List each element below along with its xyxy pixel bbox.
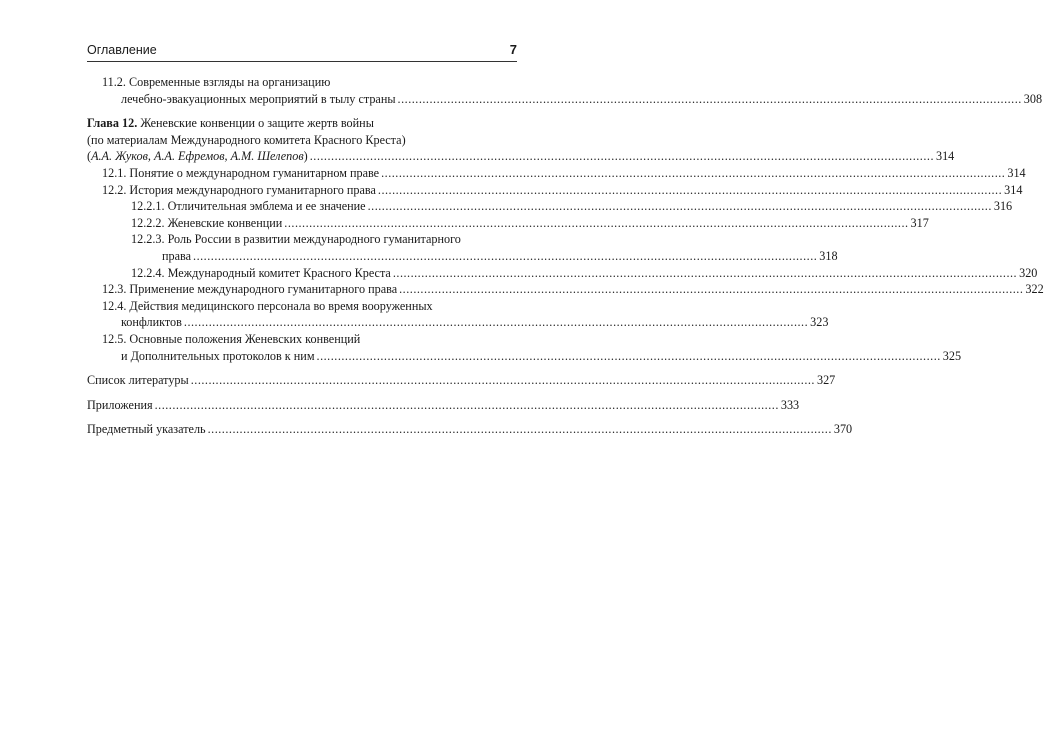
toc-entry-12-2-3[interactable]: [87, 231, 838, 264]
toc-entry-text: 12.2.3. Роль России в развитии международного гуманитарного: [131, 232, 461, 247]
toc-entry-text: 12.4. Действия медицинского персонала во время вооруженных: [102, 298, 433, 313]
toc-entry-12-2[interactable]: [87, 182, 1023, 199]
leader-dots: [155, 397, 779, 414]
chapter-subtitle: (по материалам Международного комитета Красного Креста): [87, 132, 406, 147]
toc-entry-text: 12.1. Понятие о международном гуманитарном праве: [102, 165, 380, 180]
leader-dots: [393, 265, 1017, 282]
leader-dots: [381, 165, 1005, 182]
toc-entry-chapter-12[interactable]: Глава 12. Женевские конвенции о защите жертв войны (по материалам Международного комитета Красного Креста) (А.А. Жуков, А.А. Ефремов, А.М. Шелепов) ..... 314: [87, 115, 517, 165]
table-of-contents: [87, 74, 1044, 438]
page-number: 7: [509, 42, 517, 57]
leader-dots: [368, 198, 992, 215]
toc-entry-12-5[interactable]: [87, 331, 962, 364]
toc-entry-text: 12.3. Применение международного гуманитарного права: [102, 282, 398, 297]
chapter-title: Женевские конвенции о защите жертв войны: [137, 116, 374, 131]
toc-entry-12-2-1[interactable]: [87, 198, 1013, 215]
leader-dots: [193, 248, 817, 265]
toc-entry-text: лечебно-эвакуационных мероприятий в тылу страны: [121, 91, 396, 106]
leader-dots: [317, 348, 941, 365]
leader-dots: [378, 182, 1002, 199]
toc-page-number: 318: [819, 248, 838, 263]
leader-dots: [191, 372, 815, 389]
toc-entry-appendices[interactable]: [87, 397, 800, 414]
toc-entry-text: 12.2.1. Отличительная эмблема и ее значение: [131, 199, 366, 214]
toc-entry-text: Предметный указатель: [87, 422, 206, 437]
toc-page-number: 314: [1007, 165, 1026, 180]
toc-entry-subject-index[interactable]: [87, 421, 853, 438]
leader-dots: [399, 281, 1023, 298]
toc-entry-text: 12.2. История международного гуманитарного права: [102, 182, 376, 197]
leader-dots: [284, 215, 908, 232]
toc-page-number: 333: [780, 397, 800, 412]
toc-page-number: 327: [816, 373, 836, 388]
chapter-label: Глава 12.: [87, 116, 138, 131]
page-header: [87, 42, 517, 62]
leader-dots: [184, 314, 808, 331]
toc-entry-text: права: [162, 248, 192, 263]
toc-page-number: 314: [935, 149, 955, 164]
toc-entry-text: 11.2. Современные взгляды на организацию: [102, 75, 331, 89]
toc-entry-12-1[interactable]: [87, 165, 1026, 182]
toc-entry-12-4[interactable]: [87, 298, 829, 331]
toc-page-number: 320: [1019, 265, 1038, 280]
toc-page-number: 370: [833, 422, 853, 437]
toc-page-number: 314: [1004, 182, 1023, 197]
toc-page-number: 323: [810, 315, 829, 330]
toc-entry-text: и Дополнительных протоколов к ним: [121, 348, 315, 363]
toc-entry-11-2[interactable]: [87, 74, 1043, 107]
page-header-title: Оглавление: [87, 43, 157, 57]
chapter-authors: А.А. Жуков, А.А. Ефремов, А.М. Шелепов: [91, 149, 304, 164]
toc-page-number: 316: [993, 199, 1013, 214]
toc-entry-references[interactable]: [87, 372, 836, 389]
toc-entry-12-2-2[interactable]: [87, 215, 929, 232]
toc-entry-text: конфликтов: [121, 315, 182, 330]
toc-entry-text: 12.2.2. Женевские конвенции: [131, 215, 283, 230]
toc-page-number: 308: [1023, 91, 1043, 106]
toc-entry-text: 12.2.4. Международный комитет Красного Креста: [131, 265, 391, 280]
toc-page-number: 317: [910, 215, 929, 230]
toc-entry-text: Приложения: [87, 397, 153, 412]
leader-dots: [398, 91, 1022, 108]
toc-entry-text: 12.5. Основные положения Женевских конвенций: [102, 331, 361, 346]
toc-page-number: 322: [1025, 282, 1044, 297]
toc-entry-text: Список литературы: [87, 373, 189, 388]
leader-dots: [208, 421, 832, 438]
toc-entry-12-2-4[interactable]: [87, 265, 1038, 282]
toc-entry-12-3[interactable]: [87, 281, 1044, 298]
leader-dots: [310, 148, 934, 165]
toc-page-number: 325: [942, 348, 962, 363]
